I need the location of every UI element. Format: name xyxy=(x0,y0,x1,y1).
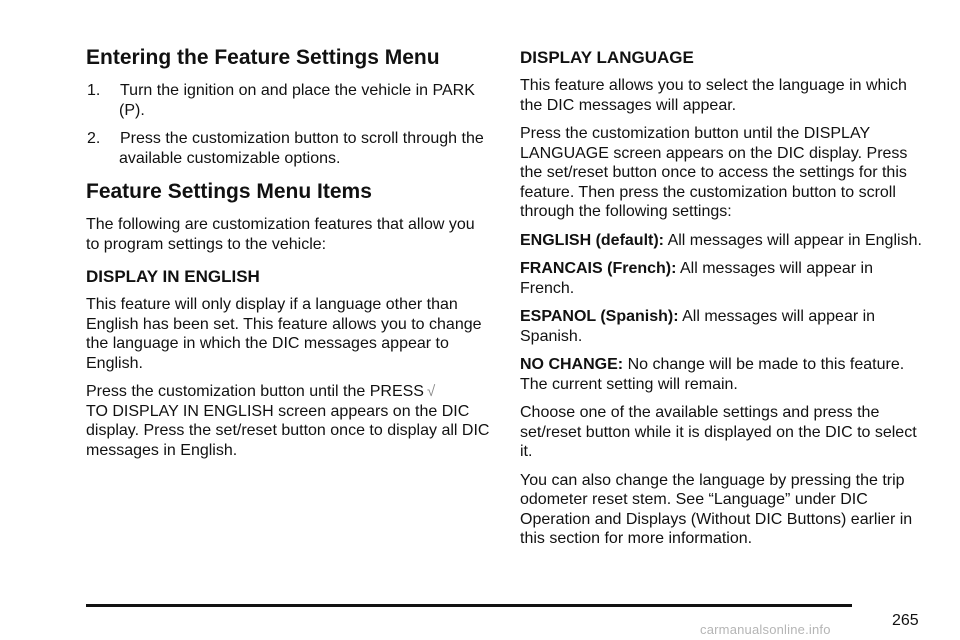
display-in-english-instructions xyxy=(86,382,492,460)
option-french xyxy=(520,259,930,298)
section-heading-menu-items: Feature Settings Menu Items xyxy=(86,180,372,203)
instructions-text-part2: TO DISPLAY IN ENGLISH screen appears on the DIC display. Press the set/reset button once to display all DIC messages in English. xyxy=(86,402,490,459)
instructions-text-part1: Press the customization button until the PRESS xyxy=(86,383,424,400)
watermark: carmanualsonline.info xyxy=(700,622,831,637)
option-label: ENGLISH (default): xyxy=(520,231,664,249)
page-number: 265 xyxy=(892,612,919,629)
display-in-english-description: This feature will only display if a language other than English has been set. This feature allows you to change the language in which the DIC messages appear to English. xyxy=(86,296,482,372)
steps-list xyxy=(86,81,492,168)
subheading-display-language: DISPLAY LANGUAGE xyxy=(520,48,694,67)
right-column xyxy=(520,46,930,558)
step-text: Turn the ignition on and place the vehicle in PARK (P). xyxy=(119,82,475,119)
option-label: ESPANOL (Spanish): xyxy=(520,308,679,325)
odometer-stem-paragraph: You can also change the language by pressing the trip odometer reset stem. See “Language” under DIC Operation and Displays (Without DIC Buttons) earlier in this section for more information. xyxy=(520,471,913,547)
subheading-display-in-english: DISPLAY IN ENGLISH xyxy=(86,267,260,286)
section-heading-entering-menu: Entering the Feature Settings Menu xyxy=(86,46,440,69)
display-language-description: This feature allows you to select the language in which the DIC messages will appear. xyxy=(520,77,907,114)
option-label: NO CHANGE: xyxy=(520,356,624,373)
step-number: 2. xyxy=(87,130,101,147)
option-no-change xyxy=(520,355,930,394)
step-item xyxy=(86,81,492,120)
choose-setting-paragraph: Choose one of the available settings and press the set/reset button while it is displayed on the DIC to select it. xyxy=(520,404,917,460)
display-language-instructions: Press the customization button until the DISPLAY LANGUAGE screen appears on the DIC display. Press the set/reset button once to access the settings for this feature. Then press the customization button to scroll through the following settings: xyxy=(520,125,908,220)
footer-rule xyxy=(86,604,852,607)
option-text: No change will be made to this feature. The current setting will remain. xyxy=(520,356,905,393)
step-item xyxy=(86,129,492,168)
checkmark-icon: √ xyxy=(426,383,436,400)
step-text: Press the customization button to scroll through the available customizable options. xyxy=(119,130,484,167)
option-spanish xyxy=(520,307,930,346)
option-text: All messages will appear in French. xyxy=(520,260,873,297)
option-english xyxy=(520,231,930,251)
option-label: FRANCAIS (French): xyxy=(520,260,677,277)
step-number: 1. xyxy=(87,82,101,99)
option-text: All messages will appear in Spanish. xyxy=(520,308,876,345)
intro-paragraph: The following are customization features that allow you to program settings to the vehicle: xyxy=(86,216,475,253)
left-column xyxy=(86,46,492,469)
option-text: All messages will appear in English. xyxy=(667,231,922,249)
